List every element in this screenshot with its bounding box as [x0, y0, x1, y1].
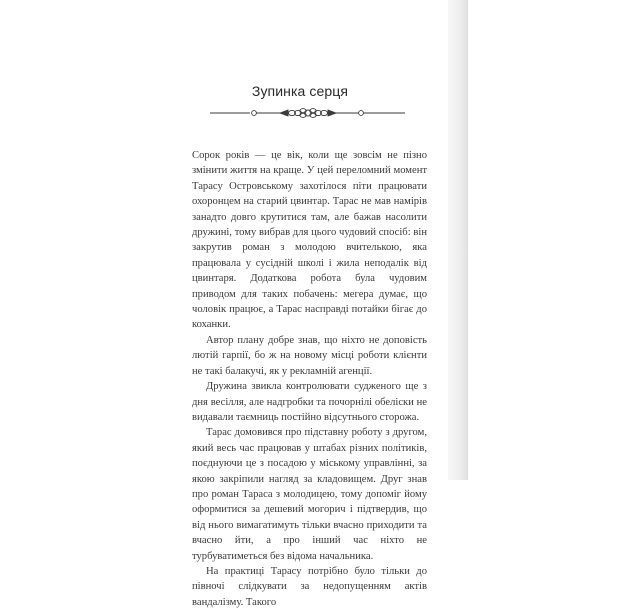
chapter-title: Зупинка серця — [251, 83, 349, 99]
background — [468, 0, 640, 480]
paragraph: На практиці Тарасу потрібно було тільки до півночі слідкувати за недопущенням актів вандалізму. Такого — [192, 565, 427, 608]
paragraph: Сорок років — це вік, коли ще зовсім не пізно змінити життя на краще. У цей переломний момент Тарасу Островському захотілося піти працювати охоронцем на старий цвинтар. Тарас не мав намірів занадто довго крутитися там, але бажав насолити дружині, тому вибрав для цього чудовий спосіб: він закрутив роман з молодою вчителькою, яка працювала у сусідній школі і жила неподалік від цвинтаря. Додаткова робота була чудовим приводом для таких побачень: мегера думає, що чоловік працює, а Тарас насправді потайки бігає до коханки. — [192, 150, 427, 331]
page-edge-shadow — [448, 0, 468, 480]
paragraph: Тарас домовився про підставну роботу з другом, який весь час працював у штабах різних політиків, поєднуючи це з посадою у міському управлінні, за якою закріпили нагляд за кладовищем. Друг знав про роман Тараса з молодицею, тому допоміг йому оформитися за дешевий могорич і підтвердив, що від нього вимагатимуть тільки вчасно приходити та вчасно йти, а про інший час ніхто не турбуватиметься без відома начальника. — [192, 427, 427, 562]
paragraph: Дружина звикла контролювати судженого ще з дня весілля, але надгробки та почорнілі обеліски не видавали таємниць постійно відсутнього сторожа. — [192, 381, 427, 423]
paragraph: Автор плану добре знав, що ніхто не доповість лютій гарпії, бо ж на новому місці роботи клієнти не такі балакучі, як у рекламній агенції. — [192, 334, 427, 377]
chapter-body — [192, 148, 427, 610]
ornament-divider-icon — [210, 105, 405, 121]
